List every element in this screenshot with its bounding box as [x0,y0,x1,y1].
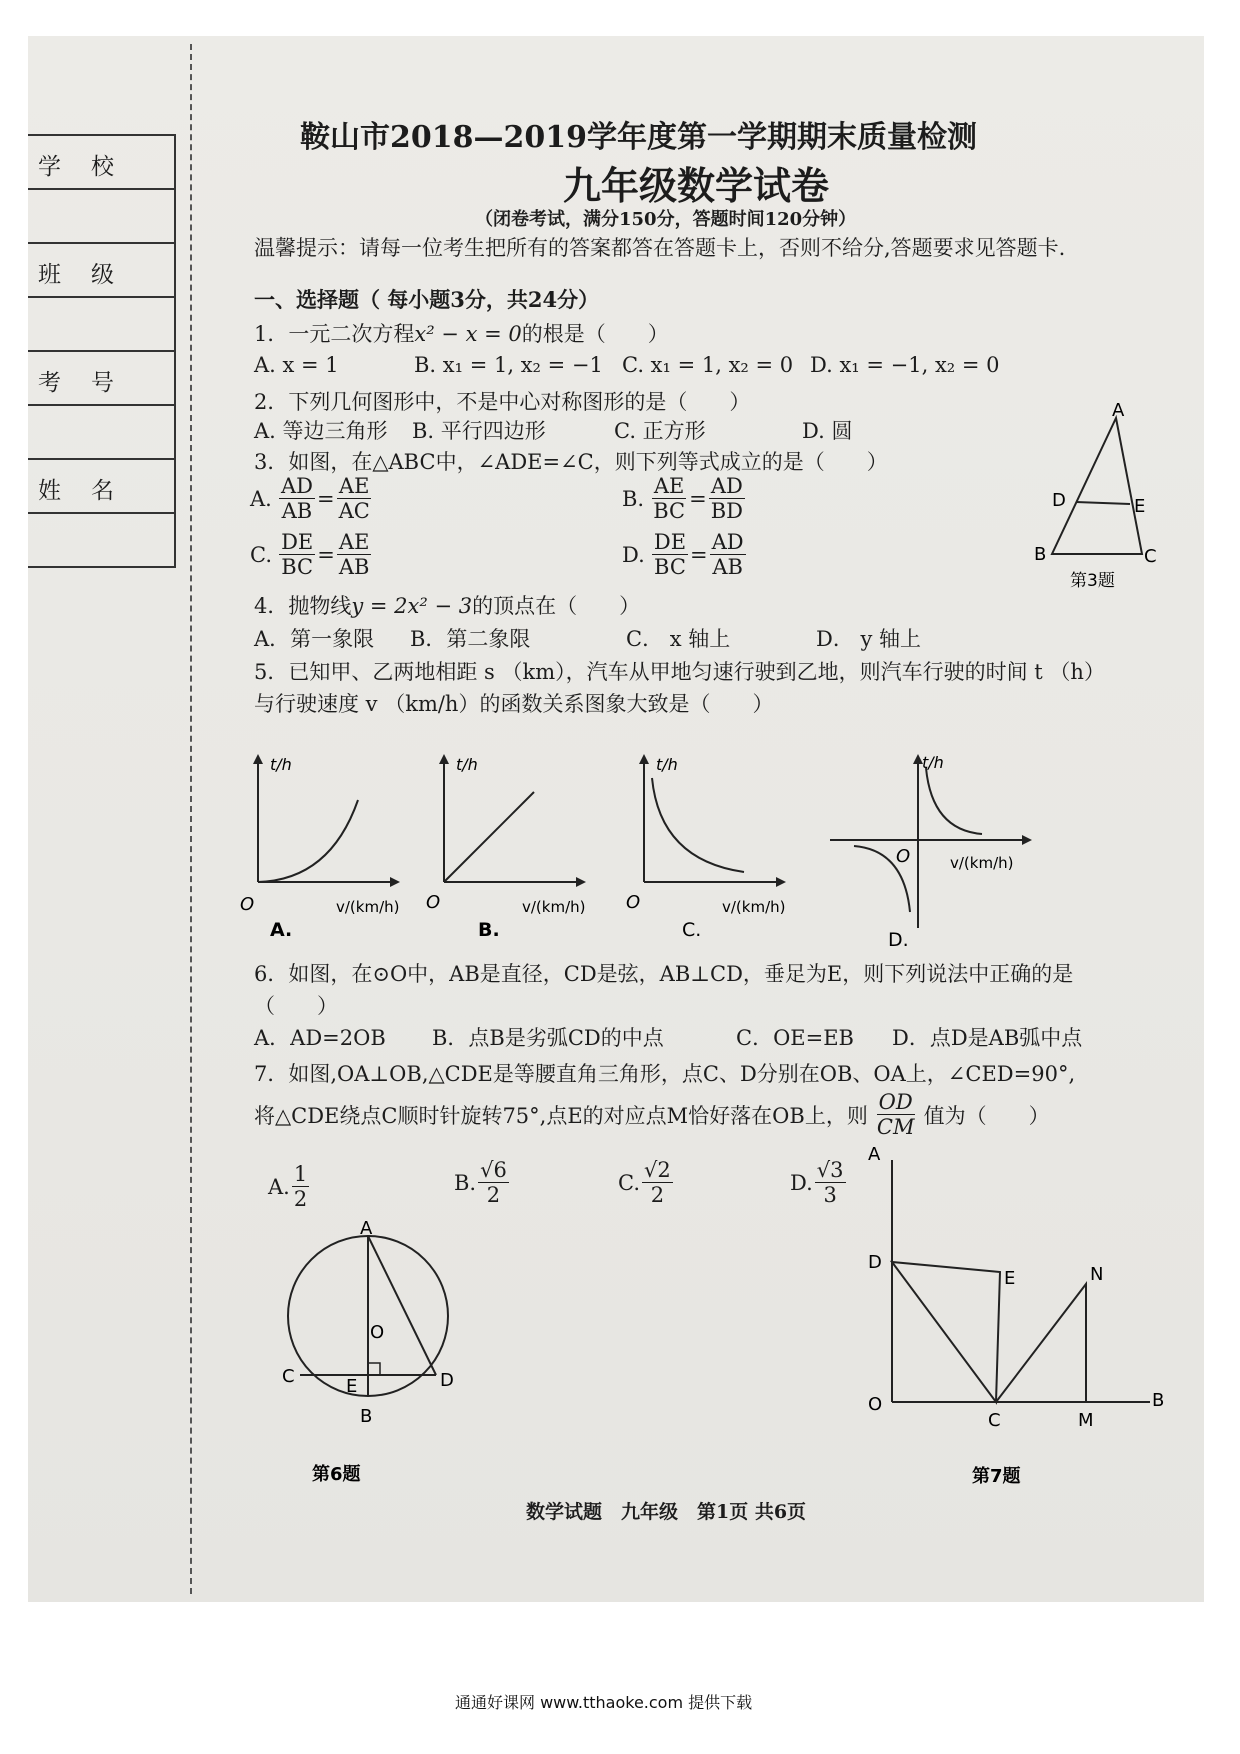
q6-label-e: E [346,1376,358,1397]
q7-a-frac [292,1162,309,1211]
number-blank [28,406,174,460]
number-label: 考号 [38,370,144,396]
q5-graph-d [826,750,1036,950]
q7-line2-b: 值为（ ） [923,1103,1050,1128]
q1-stem [254,318,669,348]
q3-d-left-frac [652,530,688,579]
exam-subject-title: 九年级数学试卷 [563,163,830,208]
q7-d-frac [815,1158,846,1207]
q6-label-d: D [440,1370,454,1391]
q5a-x-label: v/(km/h) [336,898,400,916]
name-row [28,460,174,514]
q7-label-d: D [868,1252,882,1273]
q1-tail: 的根是（ ） [521,322,669,346]
q5b-line [444,792,534,882]
q3-label-e: E [1134,496,1146,517]
q5c-y-label: t/h [656,755,678,774]
name-blank [28,514,174,568]
q3-d-lden: BC [654,555,686,579]
q3-a-right-frac [337,474,372,523]
q6-segment-ad [368,1236,436,1375]
q3-d-lnum: DE [653,530,687,554]
q3-a-lden: AB [281,499,313,523]
q5-line2: 与行驶速度 v （km/h）的函数关系图象大致是（ ） [254,692,774,716]
q5a-y-label: t/h [270,755,292,774]
q5b-y-label: t/h [456,755,478,774]
q1-equation: x² − x = 0 [414,322,522,346]
binding-line [190,44,192,1594]
q3-b-label: B. [622,486,645,511]
q5a-origin: O [240,894,255,915]
q7-a-label: A. [268,1174,290,1199]
q7-option-b [454,1158,511,1207]
q7-label-m: M [1078,1410,1094,1431]
q3-c-rnum: AE [338,530,370,554]
q1-option-a: A. x = 1 [254,353,339,377]
q3-stem: 3．如图，在△ABC中，∠ADE=∠C，则下列等式成立的是（ ） [254,450,888,474]
q6-option-d: D．点D是AB弧中点 [892,1026,1083,1050]
q2-option-b: B. 平行四边形 [412,419,546,443]
q7-label-b: B [1152,1390,1165,1411]
q3-a-lnum: AD [280,474,313,498]
exam-title: 鞍山市2018—2019学年度第一学期期末质量检测 [300,120,977,155]
exam-tip: 温馨提示：请每一位考生把所有的答案都答在答题卡上，否则不给分,答题要求见答题卡. [254,236,1066,260]
q7-label-e: E [1004,1268,1016,1289]
q5b-x-arrow [576,877,586,887]
q5b-y-arrow [439,754,449,764]
q3-label-d: D [1052,490,1066,511]
q5c-label: C. [682,919,702,940]
q6-caption: 第6题 [312,1464,361,1485]
q7-d-label: D. [790,1170,813,1195]
q5d-origin: O [896,846,911,867]
school-label: 学校 [38,154,144,180]
q7-c-den: 2 [650,1183,665,1207]
class-label: 班级 [38,262,144,288]
q6-label-b: B [360,1406,373,1427]
q3-option-b: B. $\frac{AE}{BC}$ = $\frac{AD}{BD}$ [622,474,743,523]
q3-label-c: C [1144,546,1157,567]
q5b-origin: O [426,892,441,913]
q3-c-right-frac [337,530,372,579]
q5d-label: D. [888,929,909,950]
page-footer: 数学试题 九年级 第1页 共6页 [526,1501,807,1523]
class-blank [28,298,174,352]
q3-option-c: C. $\frac{DE}{BC}$ = $\frac{AE}{AB}$ [250,530,370,579]
q2-stem: 2．下列几何图形中，不是中心对称图形的是（ ） [254,390,751,414]
class-row [28,244,174,298]
q4-stem-text: 4．抛物线 [254,594,352,618]
q7-ratio-num: OD [878,1090,913,1114]
q5a-curve [258,800,358,882]
q7-c-num: √2 [644,1158,671,1182]
section-heading: 一、选择题（ 每小题3分，共24分） [254,287,600,312]
q3-option-d: D. $\frac{DE}{BC}$ = $\frac{AD}{AB}$ [622,530,744,579]
q7-d-den: 3 [823,1183,837,1207]
q5a-y-arrow [253,754,263,764]
q1-option-b: B. x₁ = 1, x₂ = −1 [414,353,603,377]
q7-line1: 7．如图,OA⊥OB,△CDE是等腰直角三角形，点C、D分别在OB、OA上，∠CED=90°, [254,1062,1076,1086]
q3-caption: 第3题 [1070,571,1115,591]
q7-b-num: √6 [480,1158,507,1182]
q7-a-num: 1 [293,1162,308,1186]
q7-c-label: C. [618,1170,640,1195]
q4-option-a: A．第一象限 [254,627,375,651]
q3-label-a: A [1112,402,1125,421]
name-label: 姓名 [38,478,144,504]
q6-right-angle-mark [368,1363,380,1375]
q7-caption: 第7题 [972,1466,1021,1487]
q3-c-left-frac [279,530,315,579]
q7-option-a [268,1162,311,1211]
q6-figure [270,1210,470,1490]
q3-b-left-frac [651,474,687,523]
q1-stem-text: 1．一元二次方程 [254,322,415,346]
q3-c-lden: BC [281,555,314,579]
q6-label-a: A [360,1218,373,1239]
q3-triangle [1052,418,1142,554]
q3-c-lnum: DE [281,530,314,554]
q3-c-rden: AB [338,555,370,579]
q4-option-b: B．第二象限 [410,627,531,651]
q6-option-a: A．AD=2OB [254,1026,386,1050]
q3-d-rnum: AD [711,530,744,554]
q3-a-left-frac [279,474,315,523]
q3-c-label: C. [250,542,272,567]
q3-label-b: B [1034,544,1047,565]
download-note: 通通好课网 www.tthaoke.com 提供下载 [455,1693,753,1712]
q7-c-frac [642,1158,673,1207]
q4-tail: 的顶点在（ ） [472,594,641,618]
q3-b-lnum: AE [653,474,685,498]
q5d-x-arrow [1022,835,1032,845]
q3-b-right-frac [709,474,745,523]
q3-figure [1030,402,1180,592]
q6-paren: （ ） [254,994,338,1018]
q7-d-num: √3 [816,1158,844,1182]
q5-graph-b [426,750,586,940]
q7-rotated-triangle [996,1284,1086,1402]
q2-option-a: A. 等边三角形 [254,419,388,443]
q5-graph-c [626,750,796,940]
q6-label-c: C [282,1366,295,1387]
q7-label-n: N [1090,1264,1104,1285]
q7-option-c [618,1158,675,1207]
q3-option-a: A. $\frac{AD}{AB}$ = $\frac{AE}{AC}$ [250,474,370,523]
q4-option-c: C． x 轴上 [626,627,731,651]
q3-a-rnum: AE [338,474,370,498]
q7-a-den: 2 [293,1187,308,1211]
q3-b-rden: BD [710,499,743,523]
q3-d-right-frac [710,530,746,579]
q7-figure [860,1140,1180,1490]
q3-line-de [1076,502,1130,504]
q5c-y-arrow [639,754,649,764]
q6-option-b: B．点B是劣弧CD的中点 [432,1026,664,1050]
q3-a-label: A. [250,486,272,511]
q3-d-label: D. [622,542,645,567]
q7-b-frac [478,1158,509,1207]
q7-ratio-den: CM [876,1115,915,1139]
q6-label-o: O [370,1322,385,1343]
q6-stem: 6．如图，在⊙O中，AB是直径，CD是弦，AB⊥CD，垂足为E，则下列说法中正确的是 [254,962,1074,986]
q7-label-c: C [988,1410,1001,1431]
q3-b-rnum: AD [710,474,743,498]
q4-equation: y = 2x² − 3 [351,594,473,618]
q5-graph-a [240,750,400,940]
q4-stem [254,590,640,620]
q3-d-rden: AB [712,555,743,579]
q1-option-c: C. x₁ = 1, x₂ = 0 [622,353,794,377]
q5a-x-arrow [390,877,400,887]
q6-option-c: C．OE=EB [736,1026,854,1050]
q5b-label: B. [478,919,500,940]
q7-b-den: 2 [486,1183,501,1207]
exam-rules: （闭卷考试，满分150分，答题时间120分钟） [475,209,857,230]
q5d-y-label: t/h [922,753,944,772]
q7-line2 [254,1090,1050,1139]
school-blank [28,190,174,244]
q7-label-a: A [868,1144,881,1165]
student-info-table [28,134,176,568]
q2-option-c: C. 正方形 [614,419,706,443]
q1-option-d: D. x₁ = −1, x₂ = 0 [810,353,1000,377]
q5a-label: A. [270,919,293,940]
q7-b-label: B. [454,1170,477,1195]
school-row [28,136,174,190]
q5d-curve-right [926,768,982,834]
q4-option-d: D． y 轴上 [816,627,922,651]
number-row [28,352,174,406]
q5c-curve [652,778,744,872]
q7-label-o: O [868,1394,883,1415]
q3-a-rden: AC [338,499,370,523]
q5-line1: 5．已知甲、乙两地相距 s （km），汽车从甲地匀速行驶到乙地，则汽车行驶的时间 t （h） [254,660,1105,684]
q5c-x-label: v/(km/h) [722,898,786,916]
q5c-x-arrow [776,877,786,887]
q5b-x-label: v/(km/h) [522,898,586,916]
q3-b-lden: BC [653,499,686,523]
q5d-x-label: v/(km/h) [950,854,1014,872]
q5c-origin: O [626,892,641,913]
q7-triangle-cde [892,1262,1000,1402]
q7-line2-a: 将△CDE绕点C顺时针旋转75°,点E的对应点M恰好落在OB上，则 [254,1103,868,1128]
q7-ratio-frac [875,1090,917,1139]
q2-option-d: D. 圆 [802,419,853,443]
q7-option-d [790,1158,848,1207]
